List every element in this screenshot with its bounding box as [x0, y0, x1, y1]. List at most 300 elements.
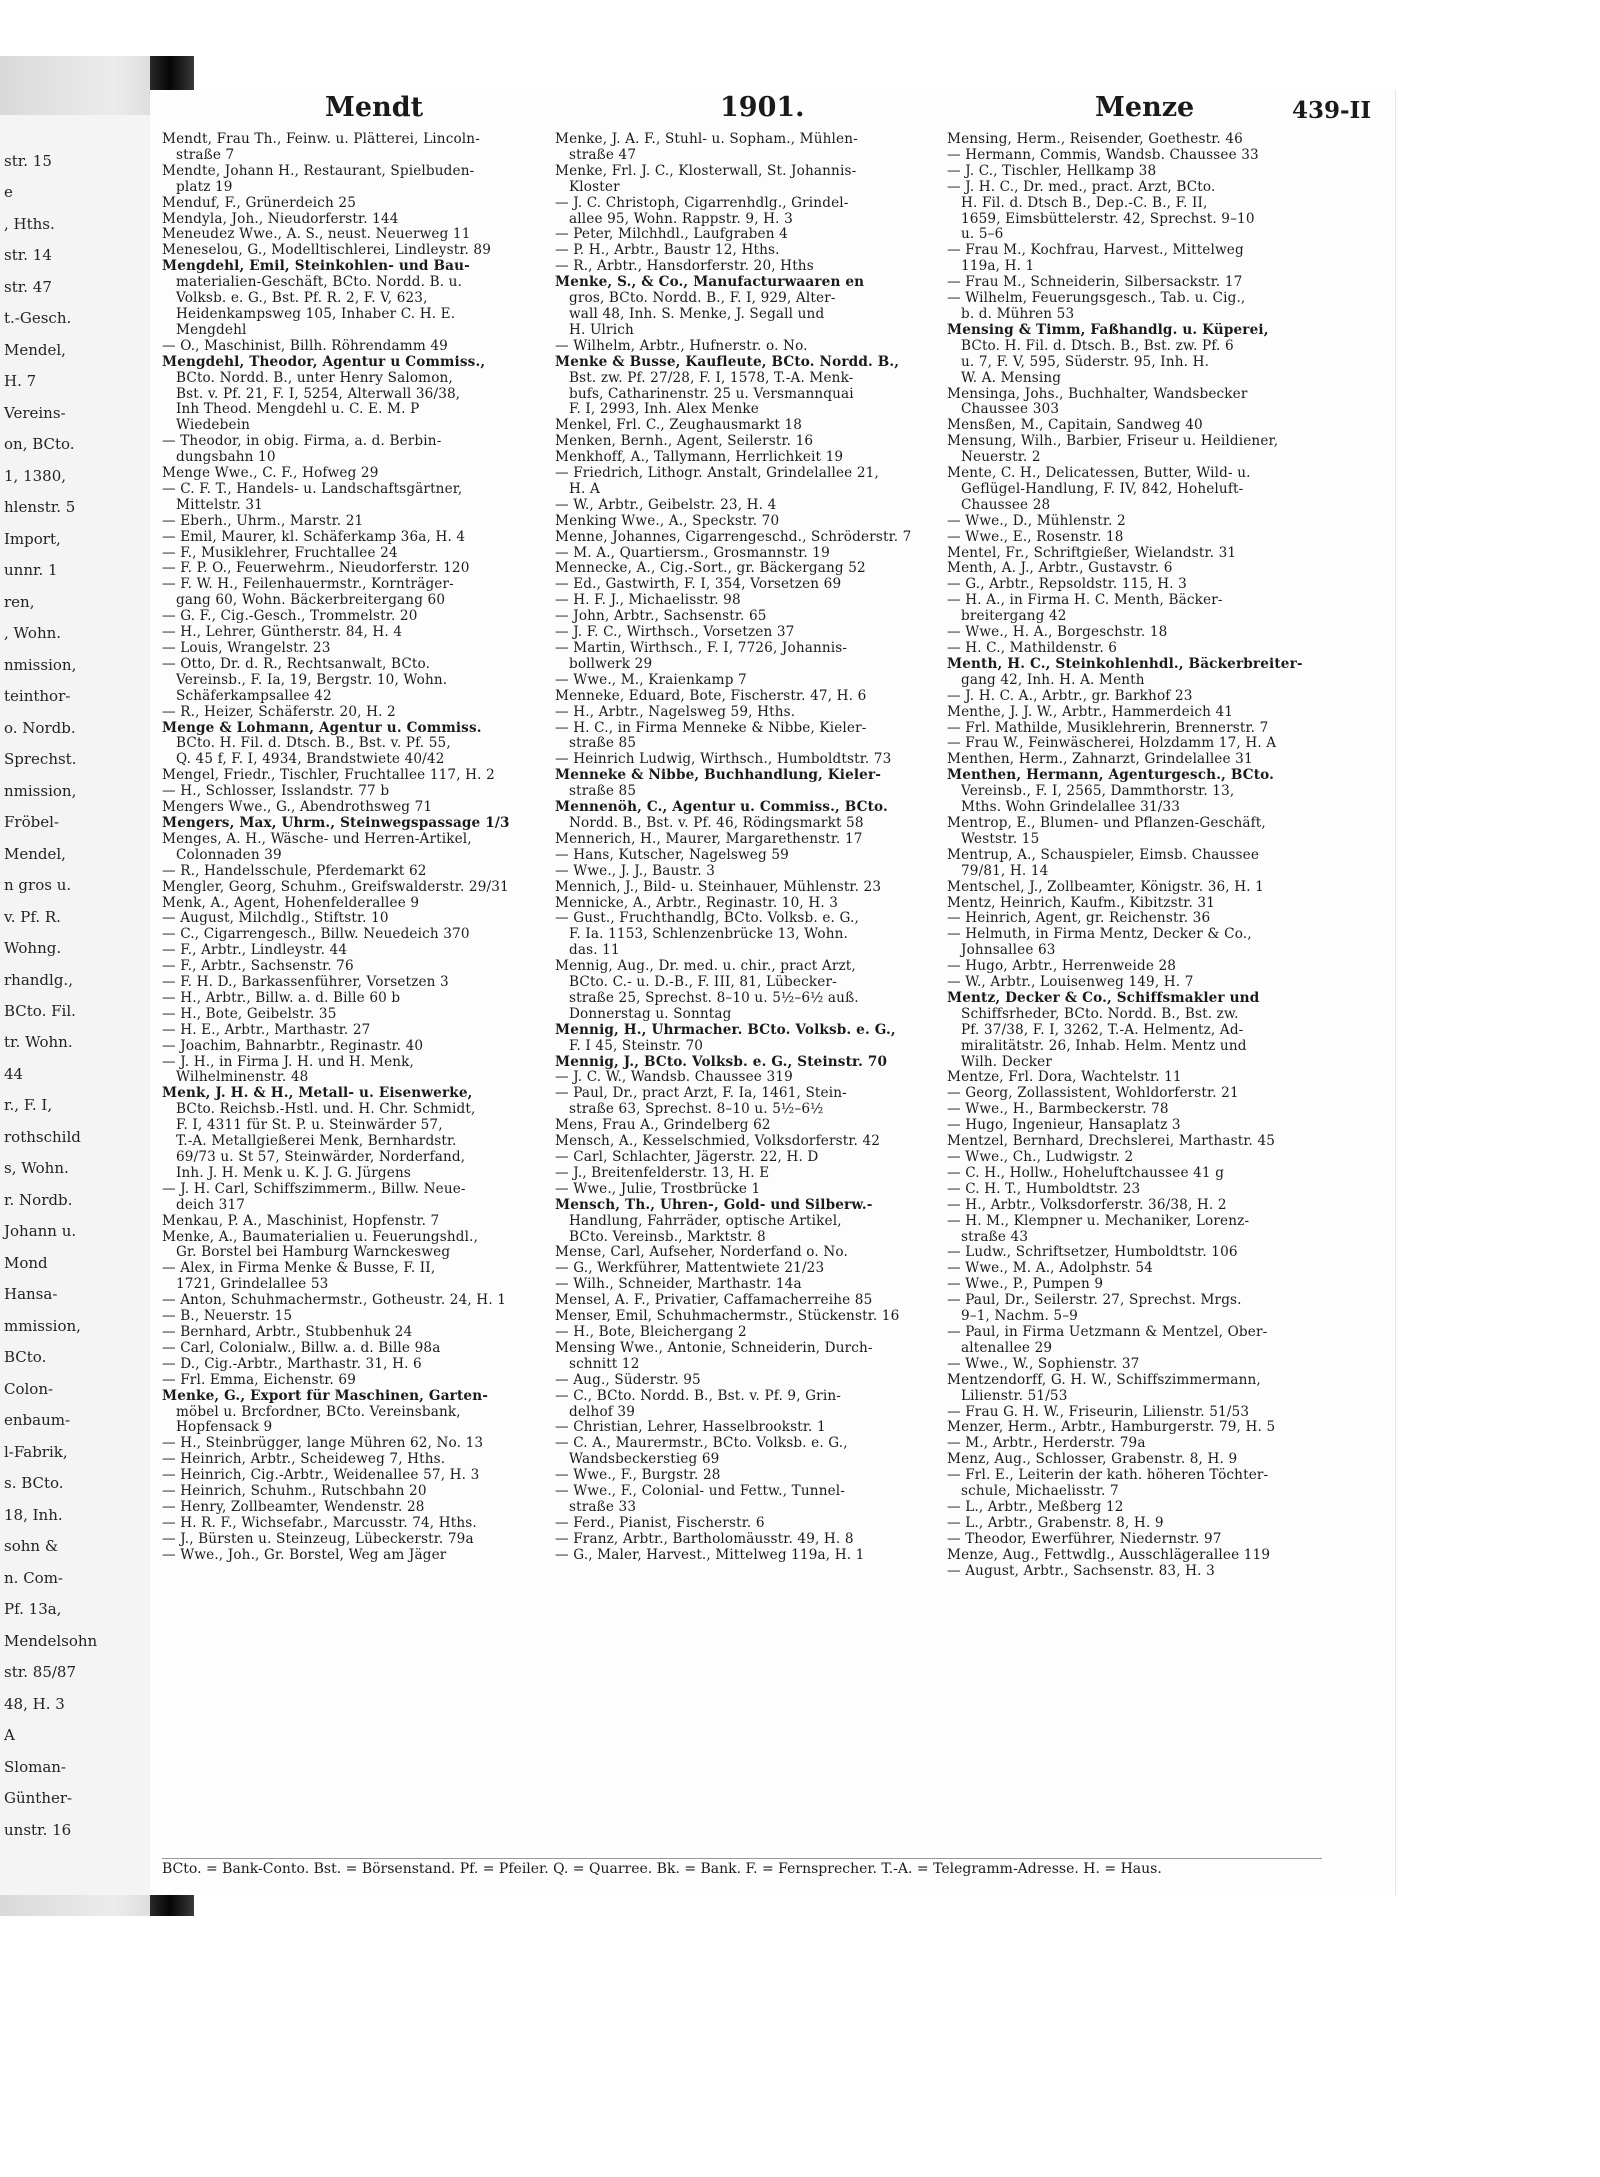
directory-entry: Kloster: [569, 179, 620, 195]
column-3: [947, 132, 1322, 1579]
directory-entry: Mengdehl, Emil, Steinkohlen- und Bau-: [162, 259, 470, 275]
directory-entry: — Paul, Dr., Seilerstr. 27, Sprechst. Mrgs.: [947, 1293, 1242, 1309]
directory-entry: — Heinrich, Cig.-Arbtr., Weidenallee 57, H. 3: [162, 1468, 480, 1484]
left-page-fragment: A: [4, 1726, 15, 1744]
left-page-fragment: 1, 1380,: [4, 467, 67, 485]
directory-entry: — Ferd., Pianist, Fischerstr. 6: [555, 1515, 765, 1531]
directory-entry: — Wilhelm, Arbtr., Hufnerstr. o. No.: [555, 338, 808, 354]
directory-entry: — C., BCto. Nordd. B., Bst. v. Pf. 9, Grin-: [555, 1388, 841, 1404]
directory-entry: Menge & Lohmann, Agentur u. Commiss.: [162, 720, 482, 736]
directory-entry: b. d. Mühren 53: [961, 306, 1075, 322]
abbreviation-legend: BCto. = Bank-Conto. Bst. = Börsenstand. Pf. = Pfeiler. Q. = Quarree. Bk. = Bank. F. = Fernsprecher. T.-A. = Telegramm-Adresse. H. = Haus.: [162, 1858, 1322, 1878]
directory-entry: — F., Arbtr., Lindleystr. 44: [162, 943, 348, 959]
directory-entry: straße 7: [176, 147, 235, 163]
left-page-fragment: tr. Wohn.: [4, 1033, 73, 1051]
directory-entry: Mensch, Th., Uhren-, Gold- und Silberw.-: [555, 1197, 873, 1213]
directory-entry: Menke, A., Baumaterialien u. Feuerungshdl.,: [162, 1229, 479, 1245]
directory-entry: das. 11: [569, 943, 620, 959]
directory-entry: — Wwe., H., Barmbeckerstr. 78: [947, 1102, 1169, 1118]
directory-entry: BCto. C.- u. D.-B., F. III, 81, Lübecker-: [569, 975, 837, 991]
directory-entry: Bst. zw. Pf. 27/28, F. I, 1578, T.-A. Menk-: [569, 370, 854, 386]
directory-entry: — H. F. J., Michaelisstr. 98: [555, 593, 741, 609]
left-page-fragment: 48, H. 3: [4, 1695, 65, 1713]
directory-entry: — Christian, Lehrer, Hasselbrookstr. 1: [555, 1420, 826, 1436]
directory-entry: u. 7, F. V, 595, Süderstr. 95, Inh. H.: [961, 354, 1210, 370]
directory-entry: — H. E., Arbtr., Marthastr. 27: [162, 1022, 371, 1038]
directory-entry: Mens, Frau A., Grindelberg 62: [555, 1118, 771, 1134]
directory-entry: straße 63, Sprechst. 8–10 u. 5½–6½: [569, 1102, 824, 1118]
directory-entry: Menneke & Nibbe, Buchhandlung, Kieler-: [555, 768, 882, 784]
directory-entry: — L., Arbtr., Meßberg 12: [947, 1499, 1124, 1515]
directory-entry: — J., Breitenfelderstr. 13, H. E: [555, 1165, 770, 1181]
directory-entry: — Heinrich, Schuhm., Rutschbahn 20: [162, 1484, 427, 1500]
directory-entry: — H., Arbtr., Volksdorferstr. 36/38, H. 2: [947, 1197, 1227, 1213]
directory-entry: — Heinrich, Agent, gr. Reichenstr. 36: [947, 911, 1211, 927]
directory-entry: Mensing, Herm., Reisender, Goethestr. 46: [947, 132, 1243, 147]
directory-entry: — Otto, Dr. d. R., Rechtsanwalt, BCto.: [162, 656, 431, 672]
left-page-fragment: Mendelsohn: [4, 1632, 98, 1650]
directory-entry: 79/81, H. 14: [961, 863, 1049, 879]
directory-entry: — Wwe., Joh., Gr. Borstel, Weg am Jäger: [162, 1547, 447, 1563]
directory-entry: — H., Lehrer, Güntherstr. 84, H. 4: [162, 625, 403, 641]
directory-entry: straße 33: [569, 1499, 637, 1515]
left-page-fragment: Colon-: [4, 1380, 54, 1398]
directory-entry: — Wwe., P., Pumpen 9: [947, 1277, 1104, 1293]
directory-entry: Menke, Frl. J. C., Klosterwall, St. Johannis-: [555, 163, 857, 179]
directory-entry: Mengdehl: [176, 322, 247, 338]
directory-entry: — J. F. C., Wirthsch., Vorsetzen 37: [555, 625, 795, 641]
directory-entry: — H., Bote, Geibelstr. 35: [162, 1006, 337, 1022]
left-page-fragment: Mond: [4, 1254, 48, 1272]
directory-entry: H. Ulrich: [569, 322, 634, 338]
directory-entry: — Frl. Mathilde, Musiklehrerin, Brennerstr. 7: [947, 720, 1269, 736]
directory-entry: Menken, Bernh., Agent, Seilerstr. 16: [555, 434, 814, 450]
header-right: Menze: [1095, 92, 1195, 123]
directory-entry: — Joachim, Bahnarbtr., Reginastr. 40: [162, 1038, 424, 1054]
directory-entry: — H. C., Mathildenstr. 6: [947, 641, 1118, 656]
directory-entry: Mentrop, E., Blumen- und Pflanzen-Geschäft,: [947, 815, 1266, 831]
directory-entry: Mensch, A., Kesselschmied, Volksdorferstr. 42: [555, 1134, 881, 1150]
directory-entry: Mennig, J., BCto. Volksb. e. G., Steinstr. 70: [555, 1054, 888, 1070]
directory-entry: Mennenöh, C., Agentur u. Commiss., BCto.: [555, 800, 888, 816]
directory-entry: Menkel, Frl. C., Zeughausmarkt 18: [555, 418, 803, 434]
directory-entry: Menth, A. J., Arbtr., Gustavstr. 6: [947, 561, 1173, 577]
left-page-fragment: nmission,: [4, 656, 77, 674]
directory-entry: — Hugo, Ingenieur, Hansaplatz 3: [947, 1118, 1181, 1134]
directory-entry: BCto. Nordd. B., unter Henry Salomon,: [176, 370, 453, 386]
left-page-fragment: unstr. 16: [4, 1821, 72, 1839]
directory-entry: — Wwe., M., Kraienkamp 7: [555, 672, 747, 688]
left-page-fragment: on, BCto.: [4, 435, 75, 453]
directory-entry: Mentel, Fr., Schriftgießer, Wielandstr. 31: [947, 545, 1237, 561]
left-page-fragment: Import,: [4, 530, 61, 548]
left-page-fragment: mmission,: [4, 1317, 81, 1335]
directory-entry: — F., Arbtr., Sachsenstr. 76: [162, 959, 354, 975]
directory-entry: — Peter, Milchhdl., Laufgraben 4: [555, 227, 788, 243]
directory-entry: Bst. v. Pf. 21, F. I, 5254, Alterwall 36/38,: [176, 386, 461, 402]
directory-entry: Inh Theod. Mengdehl u. C. E. M. P: [176, 402, 420, 418]
directory-entry: Mengers, Max, Uhrm., Steinwegspassage 1/3: [162, 815, 510, 831]
directory-entry: — Wwe., J. J., Baustr. 3: [555, 863, 716, 879]
directory-entry: F. I 45, Steinstr. 70: [569, 1038, 704, 1054]
directory-entry: materialien-Geschäft, BCto. Nordd. B. u.: [176, 275, 463, 291]
directory-entry: Wilh. Decker: [961, 1054, 1052, 1070]
directory-entry: Menzer, Herm., Arbtr., Hamburgerstr. 79, H. 5: [947, 1420, 1276, 1436]
directory-entry: altenallee 29: [961, 1340, 1053, 1356]
directory-entry: Mensing & Timm, Faßhandlg. u. Küperei,: [947, 322, 1269, 338]
directory-entry: gang 60, Wohn. Bäckerbreitergang 60: [176, 593, 446, 609]
directory-entry: Handlung, Fahrräder, optische Artikel,: [569, 1213, 842, 1229]
directory-entry: Menthen, Herm., Zahnarzt, Grindelallee 31: [947, 752, 1253, 768]
directory-entry: — Anton, Schuhmachermstr., Gotheustr. 24, H. 1: [162, 1293, 507, 1309]
directory-entry: Menk, A., Agent, Hohenfelderallee 9: [162, 895, 420, 911]
directory-entry: — Wwe., D., Mühlenstr. 2: [947, 513, 1126, 529]
left-page-fragment: Johann u.: [4, 1222, 77, 1240]
directory-entry: — O., Maschinist, Billh. Röhrendamm 49: [162, 338, 448, 354]
directory-entry: — August, Arbtr., Sachsenstr. 83, H. 3: [947, 1563, 1215, 1579]
directory-entry: Meneselou, G., Modelltischlerei, Lindleystr. 89: [162, 243, 492, 259]
directory-entry: Heidenkampsweg 105, Inhaber C. H. E.: [176, 306, 456, 322]
directory-entry: platz 19: [176, 179, 233, 195]
directory-entry: 119a, H. 1: [961, 259, 1035, 275]
directory-entry: Menne, Johannes, Cigarrengeschd., Schröderstr. 7: [555, 529, 912, 545]
directory-entry: — Hugo, Arbtr., Herrenweide 28: [947, 959, 1177, 975]
directory-entry: schule, Michaelisstr. 7: [961, 1484, 1119, 1500]
left-page-fragment: BCto.: [4, 1348, 47, 1366]
directory-entry: Menkau, P. A., Maschinist, Hopfenstr. 7: [162, 1213, 440, 1229]
left-page-fragment: H. 7: [4, 372, 37, 390]
left-page-fragment: BCto. Fil.: [4, 1002, 76, 1020]
directory-entry: Q. 45 f, F. I, 4934, Brandstwiete 40/42: [176, 752, 445, 768]
directory-entry: Mengler, Georg, Schuhm., Greifswalderstr. 29/31: [162, 879, 509, 895]
directory-entry: — F. P. O., Feuerwehrm., Nieudorferstr. 120: [162, 561, 470, 577]
directory-entry: — Hans, Kutscher, Nagelsweg 59: [555, 847, 789, 863]
directory-entry: — Wwe., Ch., Ludwigstr. 2: [947, 1150, 1134, 1165]
left-page-fragment: Wohng.: [4, 939, 62, 957]
directory-entry: Mennig, Aug., Dr. med. u. chir., pract Arzt,: [555, 959, 856, 975]
directory-entry: — H. A., in Firma H. C. Menth, Bäcker-: [947, 593, 1223, 609]
directory-entry: u. 5–6: [961, 227, 1004, 243]
directory-entry: — Henry, Zollbeamter, Wendenstr. 28: [162, 1499, 425, 1515]
directory-entry: — H. C., in Firma Menneke & Nibbe, Kieler-: [555, 720, 867, 736]
directory-entry: Menz, Aug., Schlosser, Grabenstr. 8, H. 9: [947, 1452, 1238, 1468]
directory-entry: bufs, Catharinenstr. 25 u. Versmannquai: [569, 386, 854, 402]
directory-entry: Wiedebein: [176, 418, 251, 434]
directory-entry: — D., Cig.-Arbtr., Marthastr. 31, H. 6: [162, 1356, 422, 1372]
directory-entry: Menke, J. A. F., Stuhl- u. Sopham., Mühlen-: [555, 132, 858, 147]
directory-entry: schnitt 12: [569, 1356, 640, 1372]
directory-entry: Schiffsrheder, BCto. Nordd. B., Bst. zw.: [961, 1006, 1239, 1022]
directory-entry: Volksb. e. G., Bst. Pf. R. 2, F. V, 623,: [176, 291, 428, 307]
left-page-fragment: r. Nordb.: [4, 1191, 73, 1209]
directory-entry: F. I, 4311 für St. P. u. Steinwärder 57,: [176, 1118, 443, 1134]
directory-entry: — H., Schlosser, Isslandstr. 77 b: [162, 784, 390, 800]
directory-entry: Menke, G., Export für Maschinen, Garten-: [162, 1388, 489, 1404]
directory-entry: Vereinsb., F. Ia, 19, Bergstr. 10, Wohn.: [176, 672, 448, 688]
directory-entry: Chaussee 28: [961, 497, 1051, 513]
directory-entry: Mengdehl, Theodor, Agentur u Commiss.,: [162, 354, 486, 370]
directory-entry: breitergang 42: [961, 609, 1067, 625]
left-page-fragment: , Wohn.: [4, 624, 62, 642]
directory-entry: — Wwe., E., Rosenstr. 18: [947, 529, 1124, 545]
directory-entry: — J. C. Christoph, Cigarrenhdlg., Grindel-: [555, 195, 849, 211]
directory-entry: — B., Neuerstr. 15: [162, 1309, 293, 1325]
directory-entry: Mennicke, A., Arbtr., Reginastr. 10, H. 3: [555, 895, 839, 911]
directory-entry: — R., Heizer, Schäferstr. 20, H. 2: [162, 704, 396, 720]
directory-entry: Mensel, A. F., Privatier, Caffamacherreihe 85: [555, 1293, 873, 1309]
directory-entry: W. A. Mensing: [961, 370, 1062, 386]
directory-entry: straße 47: [569, 147, 637, 163]
directory-entry: Mittelstr. 31: [176, 497, 263, 513]
directory-entry: gros, BCto. Nordd. B., F. I, 929, Alter-: [569, 291, 836, 307]
directory-entry: Nordd. B., Bst. v. Pf. 46, Rödingsmarkt 58: [569, 815, 864, 831]
directory-entry: — Martin, Wirthsch., F. I, 7726, Johannis-: [555, 641, 848, 656]
directory-entry: H. Fil. d. Dtsch B., Dep.-C. B., F. II,: [961, 195, 1208, 211]
directory-entry: Menke, S., & Co., Manufacturwaaren en: [555, 275, 865, 291]
directory-entry: Colonnaden 39: [176, 847, 282, 863]
left-page-fragment: n gros u.: [4, 876, 72, 894]
left-page-fragment: t.-Gesch.: [4, 309, 72, 327]
header-left: Mendt: [325, 92, 424, 123]
left-page-fragment: rothschild: [4, 1128, 81, 1146]
directory-entry: Menser, Emil, Schuhmachermstr., Stückenstr. 16: [555, 1309, 900, 1325]
directory-entry: — G., Maler, Harvest., Mittelweg 119a, H. 1: [555, 1547, 865, 1563]
directory-entry: — John, Arbtr., Sachsenstr. 65: [555, 609, 767, 625]
directory-entry: Neuerstr. 2: [961, 450, 1041, 466]
left-page-fragment: teinthor-: [4, 687, 71, 705]
left-page-fragment: ren,: [4, 593, 35, 611]
directory-entry: — P. H., Arbtr., Baustr 12, Hths.: [555, 243, 780, 259]
directory-entry: 69/73 u. St 57, Steinwärder, Norderfand,: [176, 1150, 466, 1165]
left-page-fragment: o. Nordb.: [4, 719, 76, 737]
directory-entry: — Wilh., Schneider, Marthastr. 14a: [555, 1277, 802, 1293]
directory-entry: straße 85: [569, 736, 637, 752]
directory-entry: straße 25, Sprechst. 8–10 u. 5½–6½ auß.: [569, 990, 859, 1006]
directory-entry: — Wilhelm, Feuerungsgesch., Tab. u. Cig.,: [947, 291, 1246, 307]
directory-entry: Menth, H. C., Steinkohlenhdl., Bäckerbreiter-: [947, 656, 1303, 672]
left-page-fragment: Sloman-: [4, 1758, 66, 1776]
left-page-fragment: Mendel,: [4, 845, 66, 863]
directory-entry: — Paul, Dr., pract Arzt, F. Ia, 1461, Stein-: [555, 1086, 847, 1102]
directory-entry: — F. W. H., Feilenhauermstr., Kornträger-: [162, 577, 454, 593]
directory-entry: Menking Wwe., A., Speckstr. 70: [555, 513, 780, 529]
directory-entry: Menze, Aug., Fettwdlg., Ausschlägerallee 119: [947, 1547, 1271, 1563]
directory-entry: Chaussee 303: [961, 402, 1060, 418]
directory-entry: — Helmuth, in Firma Mentz, Decker & Co.,: [947, 927, 1252, 943]
left-page-fragment: rhandlg.,: [4, 971, 73, 989]
directory-entry: Mensing Wwe., Antonie, Schneiderin, Durch-: [555, 1340, 873, 1356]
directory-entry: — Theodor, Ewerführer, Niedernstr. 97: [947, 1531, 1222, 1547]
directory-entry: 9–1, Nachm. 5–9: [961, 1309, 1078, 1325]
directory-entry: — J. H. C., Dr. med., pract. Arzt, BCto.: [947, 179, 1216, 195]
directory-entry: Mentrup, A., Schauspieler, Eimsb. Chaussee: [947, 847, 1260, 863]
directory-entry: — Frau W., Feinwäscherei, Holzdamm 17, H. A: [947, 736, 1277, 752]
left-page-fragment: 44: [4, 1065, 24, 1083]
directory-entry: Mennerich, H., Maurer, Margarethenstr. 17: [555, 831, 863, 847]
directory-entry: Mente, C. H., Delicatessen, Butter, Wild- u.: [947, 466, 1251, 482]
directory-entry: dungsbahn 10: [176, 450, 276, 466]
directory-entry: — R., Arbtr., Hansdorferstr. 20, Hths: [555, 259, 814, 275]
directory-entry: — J. H. Carl, Schiffszimmerm., Billw. Neue-: [162, 1181, 466, 1197]
directory-entry: — R., Handelsschule, Pferdemarkt 62: [162, 863, 427, 879]
left-page-fragment: unnr. 1: [4, 561, 58, 579]
directory-entry: Menges, A. H., Wäsche- und Herren-Artikel,: [162, 831, 472, 847]
directory-entry: — August, Milchdlg., Stiftstr. 10: [162, 911, 389, 927]
directory-entry: Pf. 37/38, F. I, 3262, T.-A. Helmentz, Ad-: [961, 1022, 1244, 1038]
directory-entry: Mentz, Heinrich, Kaufm., Kibitzstr. 31: [947, 895, 1216, 911]
directory-entry: — Wwe., W., Sophienstr. 37: [947, 1356, 1140, 1372]
directory-entry: Menneke, Eduard, Bote, Fischerstr. 47, H. 6: [555, 688, 867, 704]
left-page-fragment: s. BCto.: [4, 1474, 64, 1492]
directory-entry: Menke & Busse, Kaufleute, BCto. Nordd. B.,: [555, 354, 900, 370]
directory-entry: — Wwe., F., Colonial- und Fettw., Tunnel-: [555, 1484, 846, 1500]
directory-entry: — J., Bürsten u. Steinzeug, Lübeckerstr. 79a: [162, 1531, 474, 1547]
directory-entry: Inh. J. H. Menk u. K. J. G. Jürgens: [176, 1165, 412, 1181]
directory-entry: — H. M., Klempner u. Mechaniker, Lorenz-: [947, 1213, 1250, 1229]
directory-entry: — Emil, Maurer, kl. Schäferkamp 36a, H. 4: [162, 529, 466, 545]
directory-entry: Mendte, Johann H., Restaurant, Spielbuden-: [162, 163, 475, 179]
directory-entry: — J. H., in Firma J. H. und H. Menk,: [162, 1054, 415, 1070]
left-page-fragment: str. 85/87: [4, 1663, 77, 1681]
directory-entry: Mentz, Decker & Co., Schiffsmakler und: [947, 990, 1260, 1006]
directory-entry: Schäferkampsallee 42: [176, 688, 332, 704]
directory-entry: BCto. H. Fil. d. Dtsch. B., Bst. v. Pf. 55,: [176, 736, 451, 752]
directory-entry: — Heinrich, Arbtr., Scheideweg 7, Hths.: [162, 1452, 446, 1468]
directory-entry: allee 95, Wohn. Rappstr. 9, H. 3: [569, 211, 793, 227]
directory-entry: T.-A. Metallgießerei Menk, Bernhardstr.: [176, 1134, 457, 1150]
directory-entry: — F., Musiklehrer, Fruchtallee 24: [162, 545, 398, 561]
directory-entry: — L., Arbtr., Grabenstr. 8, H. 9: [947, 1515, 1164, 1531]
left-page-fragment: s, Wohn.: [4, 1159, 69, 1177]
directory-entry: Mensung, Wilh., Barbier, Friseur u. Heildiener,: [947, 434, 1279, 450]
directory-entry: Hopfensack 9: [176, 1420, 273, 1436]
directory-entry: Mendt, Frau Th., Feinw. u. Plätterei, Lincoln-: [162, 132, 480, 147]
directory-entry: — C., Cigarrengesch., Billw. Neuedeich 370: [162, 927, 470, 943]
directory-entry: — Gust., Fruchthandlg, BCto. Volksb. e. G.,: [555, 911, 859, 927]
directory-entry: 1721, Grindelallee 53: [176, 1277, 329, 1293]
directory-entry: — Eberh., Uhrm., Marstr. 21: [162, 513, 364, 529]
directory-entry: Menduf, F., Grünerdeich 25: [162, 195, 357, 211]
directory-entry: miralitätstr. 26, Inhab. Helm. Mentz und: [961, 1038, 1247, 1054]
directory-entry: F. I, 2993, Inh. Alex Menke: [569, 402, 759, 418]
directory-entry: — Theodor, in obig. Firma, a. d. Berbin-: [162, 434, 442, 450]
left-page-fragment: n. Com-: [4, 1569, 63, 1587]
directory-entry: — C. H. T., Humboldtstr. 23: [947, 1181, 1141, 1197]
left-page-fragment: str. 15: [4, 152, 52, 170]
left-page-fragment: Pf. 13a,: [4, 1600, 62, 1618]
directory-entry: — Ludw., Schriftsetzer, Humboldtstr. 106: [947, 1245, 1238, 1261]
directory-entry: — H., Arbtr., Nagelsweg 59, Hths.: [555, 704, 796, 720]
directory-entry: — J. H. C. A., Arbtr., gr. Barkhof 23: [947, 688, 1193, 704]
directory-entry: — Franz, Arbtr., Bartholomäusstr. 49, H. 8: [555, 1531, 854, 1547]
directory-entry: — Carl, Colonialw., Billw. a. d. Bille 98a: [162, 1340, 441, 1356]
directory-entry: — Paul, in Firma Uetzmann & Mentzel, Ober-: [947, 1324, 1268, 1340]
directory-entry: Mengel, Friedr., Tischler, Fruchtallee 117, H. 2: [162, 768, 495, 784]
directory-entry: — Frau M., Schneiderin, Silbersackstr. 17: [947, 275, 1243, 291]
left-page-fragment: e: [4, 183, 13, 201]
directory-entry: Mennich, J., Bild- u. Steinhauer, Mühlenstr. 23: [555, 879, 882, 895]
column-2: [555, 132, 935, 1564]
directory-entry: straße 85: [569, 784, 637, 800]
left-page-fragment: Hansa-: [4, 1285, 58, 1303]
directory-entry: Mendyla, Joh., Nieudorferstr. 144: [162, 211, 399, 227]
left-page-fragment: , Hths.: [4, 215, 55, 233]
directory-entry: straße 43: [961, 1229, 1029, 1245]
directory-entry: Weststr. 15: [961, 831, 1040, 847]
directory-entry: — F. H. D., Barkassenführer, Vorsetzen 3: [162, 975, 449, 991]
directory-entry: — Louis, Wrangelstr. 23: [162, 641, 331, 656]
directory-entry: bollwerk 29: [569, 656, 653, 672]
directory-entry: — H., Steinbrügger, lange Mühren 62, No. 13: [162, 1436, 484, 1452]
left-page-fragment: hlenstr. 5: [4, 498, 76, 516]
directory-entry: — Wwe., M. A., Adolphstr. 54: [947, 1261, 1153, 1277]
directory-entry: gang 42, Inh. H. A. Menth: [961, 672, 1145, 688]
directory-entry: F. Ia. 1153, Schlenzenbrücke 13, Wohn.: [569, 927, 848, 943]
directory-entry: Geflügel-Handlung, F. IV, 842, Hoheluft-: [961, 481, 1244, 497]
directory-entry: Mths. Wohn Grindelallee 31/33: [961, 800, 1181, 816]
left-page-fragment: Vereins-: [4, 404, 66, 422]
directory-entry: Johnsallee 63: [961, 943, 1056, 959]
left-page-fragment: Mendel,: [4, 341, 66, 359]
directory-entry: — Frau G. H. W., Friseurin, Lilienstr. 51/53: [947, 1404, 1250, 1420]
directory-entry: — Aug., Süderstr. 95: [555, 1372, 701, 1388]
left-page-fragment: Günther-: [4, 1789, 73, 1807]
left-page-fragment: 18, Inh.: [4, 1506, 63, 1524]
directory-entry: — Heinrich Ludwig, Wirthsch., Humboldtstr. 73: [555, 752, 892, 768]
directory-entry: — J. C. W., Wandsb. Chaussee 319: [555, 1070, 793, 1086]
directory-entry: Wandsbeckerstieg 69: [569, 1452, 720, 1468]
directory-entry: Mengers Wwe., G., Abendrothsweg 71: [162, 800, 433, 816]
header-year: 1901.: [720, 92, 805, 123]
directory-entry: — J. C., Tischler, Hellkamp 38: [947, 163, 1157, 179]
directory-entry: Meneudez Wwe., A. S., neust. Neuerweg 11: [162, 227, 471, 243]
directory-entry: H. A: [569, 481, 600, 497]
directory-entry: — M., Arbtr., Herderstr. 79a: [947, 1436, 1146, 1452]
directory-entry: Mennig, H., Uhrmacher. BCto. Volksb. e. G.,: [555, 1022, 896, 1038]
column-1: [162, 132, 532, 1564]
directory-entry: — M. A., Quartiersm., Grosmannstr. 19: [555, 545, 830, 561]
directory-entry: — H. R. F., Wichsefabr., Marcusstr. 74, Hths.: [162, 1515, 477, 1531]
directory-entry: Mensßen, M., Capitain, Sandweg 40: [947, 418, 1203, 434]
directory-entry: — Wwe., Julie, Trostbrücke 1: [555, 1181, 761, 1197]
directory-entry: — Georg, Zollassistent, Wohldorferstr. 21: [947, 1086, 1239, 1102]
left-page-fragment: enbaum-: [4, 1411, 71, 1429]
page-number: 439-II: [1292, 97, 1372, 124]
left-page-fragment: nmission,: [4, 782, 77, 800]
left-page-fragment: str. 47: [4, 278, 52, 296]
left-page-fragment: str. 14: [4, 246, 52, 264]
directory-entry: — W., Arbtr., Louisenweg 149, H. 7: [947, 975, 1194, 991]
directory-entry: Mentzel, Bernhard, Drechslerei, Marthastr. 45: [947, 1134, 1276, 1150]
directory-entry: — Carl, Schlachter, Jägerstr. 22, H. D: [555, 1150, 819, 1165]
left-page-fragment: v. Pf. R.: [4, 908, 61, 926]
directory-entry: — G. F., Cig.-Gesch., Trommelstr. 20: [162, 609, 418, 625]
directory-entry: — C. H., Hollw., Hoheluftchaussee 41 g: [947, 1165, 1225, 1181]
directory-entry: Vereinsb., F. I, 2565, Dammthorstr. 13,: [961, 784, 1235, 800]
directory-entry: Mensinga, Johs., Buchhalter, Wandsbecker: [947, 386, 1248, 402]
directory-entry: Wilhelminenstr. 48: [176, 1070, 309, 1086]
directory-entry: BCto. Vereinsb., Marktstr. 8: [569, 1229, 766, 1245]
directory-entry: 1659, Eimsbüttelerstr. 42, Sprechst. 9–10: [961, 211, 1255, 227]
directory-entry: — Frau M., Kochfrau, Harvest., Mittelweg: [947, 243, 1244, 259]
left-page-fragment: r., F. I,: [4, 1096, 53, 1114]
directory-entry: Gr. Borstel bei Hamburg Warnckesweg: [176, 1245, 451, 1261]
directory-entry: Mentschel, J., Zollbeamter, Königstr. 36, H. 1: [947, 879, 1264, 895]
directory-entry: deich 317: [176, 1197, 246, 1213]
directory-entry: BCto. Reichsb.-Hstl. und. H. Chr. Schmidt,: [176, 1102, 476, 1118]
left-page-fragment: Sprechst.: [4, 750, 77, 768]
directory-entry: BCto. H. Fil. d. Dtsch. B., Bst. zw. Pf. 6: [961, 338, 1234, 354]
